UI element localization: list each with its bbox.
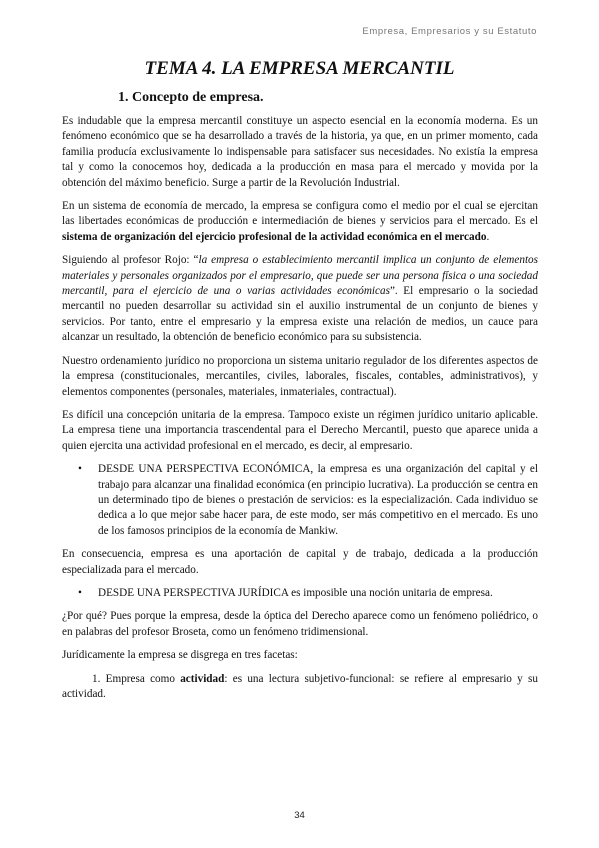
bullet-text: DESDE UNA PERSPECTIVA JURÍDICA es imposible una noción unitaria de empresa. bbox=[98, 586, 493, 599]
paragraph-three-facets: Jurídicamente la empresa se disgrega en tres facetas: bbox=[62, 649, 298, 662]
paragraph-why: ¿Por qué? Pues porque la empresa, desde la óptica del Derecho aparece como un fenómeno poliédrico, o en palabras del profesor Broseta, como un fenómeno tridimensional. bbox=[62, 610, 538, 638]
bullet-text: DESDE UNA PERSPECTIVA ECONÓMICA, la empresa es una organización del capital y el trabajo para alcanzar una finalidad económica (en principio lucrativa). La producción se centra en un determinado tipo de bienes o prestación de servicios: es la especialización. Cada individuo se dedica a lo que mejor sabe hacer para, de este modo, ser más competitivo en el mercado. Es uno de los famosos principios de la economía de Mankiw. bbox=[98, 463, 538, 537]
paragraph-rojo-quote bbox=[62, 253, 538, 345]
text-run: Siguiendo al profesor Rojo: “ bbox=[62, 254, 199, 267]
bullet-item-legal bbox=[62, 586, 538, 601]
paragraph-legal-order: Nuestro ordenamiento jurídico no proporciona un sistema unitario regulador de los diferentes aspectos de la empresa (constitucionales, mercantiles, civiles, laborales, fiscales, contables, administrativos), y elementos componentes (personales, materiales, inmateriales, contractual). bbox=[62, 354, 538, 398]
text-run: 1. Empresa como bbox=[92, 672, 181, 685]
page-number: 34 bbox=[294, 810, 305, 821]
text-run: : es una lectura subjetivo-funcional: se refiere al empresario y su actividad. bbox=[62, 672, 538, 700]
paragraph-activity bbox=[62, 672, 538, 703]
bullet-item-economic bbox=[62, 462, 538, 539]
bullet-icon: • bbox=[78, 463, 82, 476]
paragraph-unitary-conception: Es difícil una concepción unitaria de la empresa. Tampoco existe un régimen jurídico unitario aplicable. La empresa tiene una importancia trascendental para el Derecho Mercantil, puesto que aparece unida a quien ejercita una actividad profesional en el mercado, es decir, al empresario. bbox=[62, 408, 538, 452]
text-run: En un sistema de economía de mercado, la empresa se configura como el medio por el cual se ejercitan las libertades económicas de producción e intermediación de bienes y servicios para el mercado. Es el bbox=[62, 200, 538, 228]
section-heading: 1. Concepto de empresa. bbox=[118, 90, 264, 105]
paragraph-intro: Es indudable que la empresa mercantil constituye un aspecto esencial en la economía moderna. Es un fenómeno económico que se ha desarrollado a través de la historia, ya que, en un primer momento, cada familia producía exclusivamente lo indispensable para satisfacer sus necesidades. No existía la empresa tal y como la conocemos hoy, dedicada a la producción en masa para el mercado y movida por la obtención del máximo beneficio. Surge a partir de la Revolución Industrial. bbox=[62, 115, 538, 189]
running-header: Empresa, Empresarios y su Estatuto bbox=[362, 26, 537, 37]
paragraph-consequence: En consecuencia, empresa es una aportación de capital y de trabajo, dedicada a la producción especializada para el mercado. bbox=[62, 548, 538, 576]
bullet-icon: • bbox=[78, 586, 82, 599]
text-run: ”. El empresario o la sociedad mercantil no pueden desarrollar su actividad sin el auxilio instrumental de un conjunto de bienes y servicios. Por tanto, entre el empresario y la empresa existe una relación de medios, un cauce para alcanzar un resultado, la obtención de beneficio económico para su subsistencia. bbox=[62, 285, 538, 344]
text-run: . bbox=[486, 230, 490, 243]
paragraph-market-economy bbox=[62, 199, 538, 245]
italic-quote: la empresa o establecimiento mercantil implica un conjunto de elementos materiales y personales organizados por el empresario, que puede ser una persona física o una sociedad mercantil, para el ejercicio de una o varias actividades económicas bbox=[62, 254, 538, 298]
chapter-title: TEMA 4. LA EMPRESA MERCANTIL bbox=[144, 58, 455, 79]
body-text bbox=[62, 114, 538, 710]
bold-definition: sistema de organización del ejercicio profesional de la actividad económica en el mercado bbox=[62, 230, 487, 243]
bold-term: actividad bbox=[180, 672, 225, 685]
